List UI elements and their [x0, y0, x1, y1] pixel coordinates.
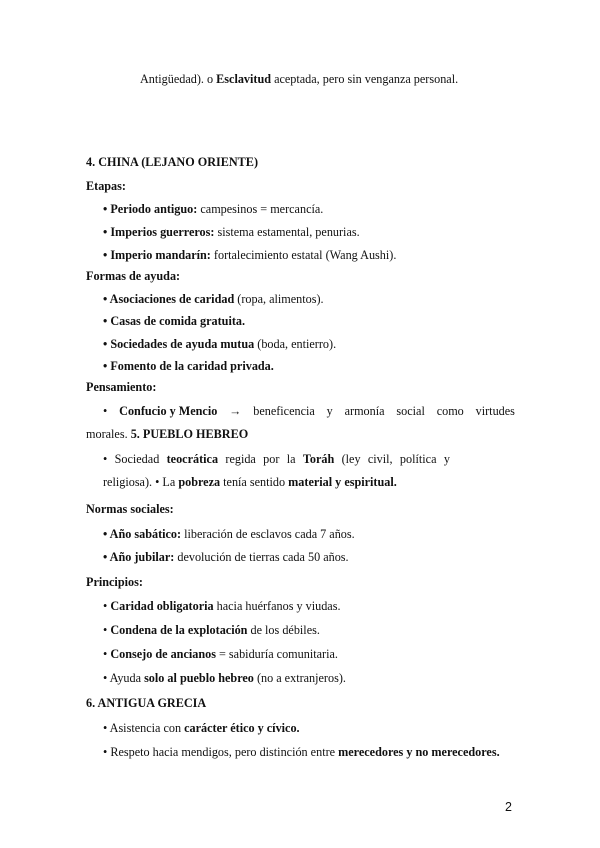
list-item: • Condena de la explotación de los débiles.	[103, 623, 320, 637]
section-4-heading: 4. CHINA (LEJANO ORIENTE)	[86, 155, 258, 169]
normas-label: Normas sociales:	[86, 502, 174, 516]
list-item: • Imperios guerreros: sistema estamental, penurias.	[103, 225, 360, 239]
list-item: • Casas de comida gratuita.	[103, 314, 246, 328]
list-item: • Asociaciones de caridad (ropa, alimentos).	[103, 292, 324, 306]
list-item: • Sociedades de ayuda mutua (boda, entierro).	[103, 337, 337, 351]
pensamiento-line-2: morales. 5. PUEBLO HEBREO	[86, 427, 249, 441]
principios-label: Principios:	[86, 575, 143, 589]
continuation-line: Antigüedad). o Esclavitud aceptada, pero sin venganza personal.	[140, 72, 459, 86]
list-item: • Consejo de ancianos = sabiduría comunitaria.	[103, 647, 338, 661]
list-item: • Periodo antiguo: campesinos = mercancía.	[103, 202, 324, 216]
page-number: 2	[505, 800, 512, 814]
section-6-heading: 6. ANTIGUA GRECIA	[86, 696, 207, 710]
list-item: • Asistencia con carácter ético y cívico.	[103, 721, 300, 735]
religiosa-line: religiosa). • La pobreza tenía sentido material y espiritual.	[103, 475, 397, 489]
etapas-label: Etapas:	[86, 179, 126, 193]
pensamiento-label: Pensamiento:	[86, 380, 157, 394]
sociedad-line: • Sociedad teocrática regida por la Toráh (ley civil, política y	[103, 452, 450, 466]
list-item: • Año sabático: liberación de esclavos cada 7 años.	[103, 527, 355, 541]
section-5-heading: 5. PUEBLO HEBREO	[130, 427, 249, 441]
list-item: • Imperio mandarín: fortalecimiento estatal (Wang Aushi).	[103, 248, 397, 262]
list-item: • Respeto hacia mendigos, pero distinción entre merecedores y no merecedores.	[103, 745, 500, 759]
list-item: • Caridad obligatoria hacia huérfanos y viudas.	[103, 599, 341, 613]
pensamiento-line: • Confucio y Mencio → beneficencia y armonía social como virtudes	[103, 404, 515, 418]
ayuda-label: Formas de ayuda:	[86, 269, 181, 283]
list-item: • Año jubilar: devolución de tierras cada 50 años.	[103, 550, 349, 564]
list-item: • Ayuda solo al pueblo hebreo (no a extranjeros).	[103, 671, 346, 685]
list-item: • Fomento de la caridad privada.	[103, 359, 274, 373]
